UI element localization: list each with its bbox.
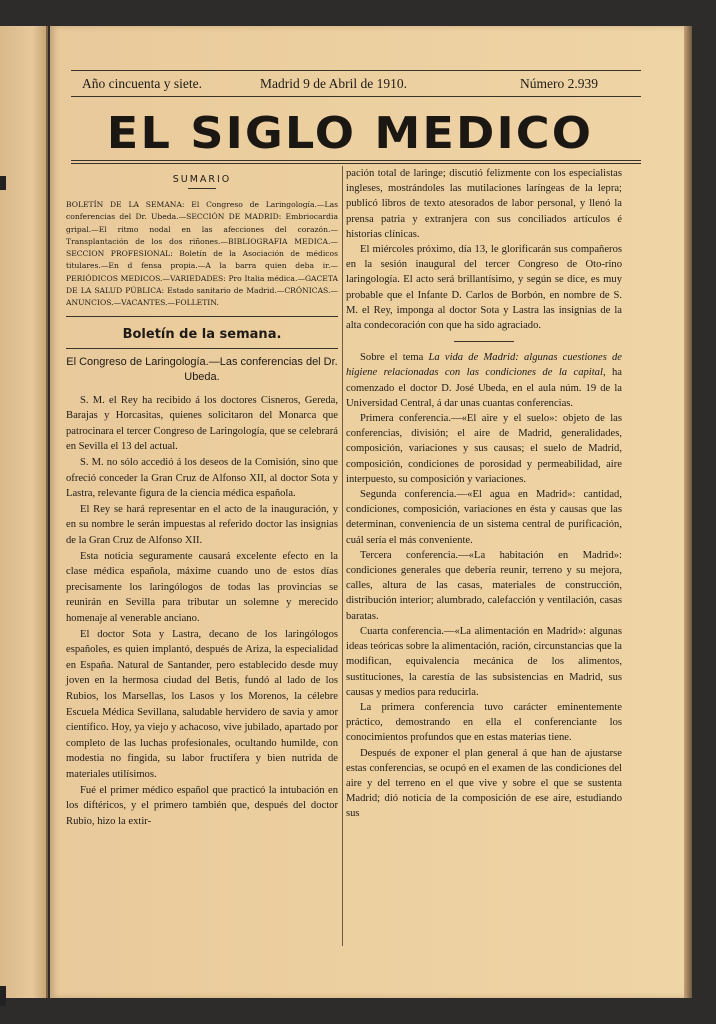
conference-paragraph: Primera conferencia.—«El aire y el suelo»: objeto de las conferencias, división; el aire de Madrid, generalidades, composición, variaciones y sus causas; el suelo de Madrid, composición, condiciones de porosidad y permeabilidad, aire interpuesto, su composición y variaciones. [346, 413, 622, 485]
intro-text: Sobre el tema [360, 352, 429, 364]
article-paragraph: pación total de laringe; discutió felizmente con los especialistas ingleses, mostrándoles las mutilaciones laríngeas de la lepra; publicó libros de texto atesorados de labor personal, y llenó la prensa patria y extranjera con sus conciliados artículos é historias clínicas. [346, 168, 622, 240]
conference-paragraph: Segunda conferencia.—«El agua en Madrid»: cantidad, condiciones, composición, variaciones en ésta y causas que las determinan, conveniencia de un sistema central de purificación, cuál sería el más conveniente. [346, 489, 622, 546]
article-paragraph: El Rey se hará representar en el acto de la inauguración, y en su nombre le serán impuestas al referido doctor las insignias de la Gran Cruz de Alfonso XII. [66, 503, 338, 547]
previous-page-edge [0, 26, 48, 998]
left-column [66, 166, 338, 829]
edge-mark [0, 176, 6, 190]
boletin-heading: Boletín de la semana. [122, 326, 282, 342]
article-separator [454, 341, 514, 342]
edge-mark [0, 986, 6, 1006]
masthead-title: EL SIGLO MEDICO [106, 108, 594, 159]
header-top-rule [71, 70, 641, 71]
article-paragraph: El doctor Sota y Lastra, decano de los laringólogos españoles, es quien implantó, después de Ariza, la especialidad en España. Natural de Santander, pero establecido desde muy joven en la hermosa ciudad del Betis, fundó al lado de los Rubios, los Marsellas, los Lasos y los Morenos, la célebre Escuela Médica Sevillana, saludable hervidero de savia y amor científico. Hoy, ya viejo y achacoso, vive jubilado, apartado por completo de las luchas profesionales, ocultando humilde, con modestia no fingida, su labor fructífera y bien nutrida de materiales utilísimos. [66, 628, 338, 780]
conference-paragraph: Tercera conferencia.—«La habitación en Madrid»: condiciones generales que debería reunir, terreno y su mejora, calles, altura de las casas, materiales de construcción, distribución interior; alumbrado, calefacción y ventilación, casas baratas. [346, 549, 622, 622]
page-edge [684, 26, 692, 998]
sumario-rule [188, 188, 216, 189]
right-column [346, 166, 622, 822]
conference-theme: La vida de Madrid: algunas cuestiones de higiene relacionadas con las condiciones de la capital [346, 352, 622, 379]
article-title: El Congreso de Laringología.—Las conferencias del Dr. Ubeda. [66, 355, 338, 383]
sumario-text: BOLETÍN DE LA SEMANA: El Congreso de Laringología.—Las conferencias del Dr. Ubeda.—SECCIÓN DE MADRID: Embriocardia gripal.—El ritmo nodal en las afecciones del corazón.—Transplantación de los dos riñones.—BIBLIOGRAFIA MEDICA.—SECCION PROFESIONAL: Boletín de la Asociación de médicos titulares.—En d fensa propia.—A la barra quien deba ir.—PERIÓDICOS MEDICOS.—VARIEDADES: Pro Italia médica.—GACETA DE LA SALUD PÚBLICA: Estado sanitario de Madrid.—CRÓNICAS.—ANUNCIOS.—VACANTES.—FOLLETIN. [66, 200, 338, 308]
article-paragraph: El miércoles próximo, día 13, le glorificarán sus compañeros en la sesión inaugural del tercer Congreso de Oto-rino laringología. El acto será brillantísimo, y según se dice, es muy probable que el Infante D. Carlos de Borbón, en nombre de S. M. el Rey, imponga al doctor Sota y Lastra las insignias de la alta condecoración con que ha sido agraciado. [346, 244, 622, 332]
intro-text: , ha comenzado el doctor D. José Ubeda, en el aula núm. 19 de la Universidad Central, á dar unas cuantas conferencias. [346, 367, 622, 409]
article-paragraph: Fué el primer médico español que practicó la intubación en los diftéricos, y el primero también que, después del doctor Rubio, hizo la extir- [66, 784, 338, 827]
header-year: Año cincuenta y siete. [82, 76, 202, 91]
masthead-rule-2 [71, 163, 641, 164]
conference-paragraph: Cuarta conferencia.—«La alimentación en Madrid»: algunas ideas teóricas sobre la alimentación, ración, circunstancias que la modifican, equivalencia mecánica de los alimentos, sustituciones, la carestía de las subsistencias en Madrid, sus causas y medios para reducirla. [346, 625, 622, 698]
section-rule [66, 316, 338, 317]
conference-paragraph: Después de exponer el plan general á que han de ajustarse estas conferencias, se ocupó en el examen de las condiciones del aire y del terreno en el que vive y sobre el que se sustenta Madrid; dió noticia de la composición de ese aire, estudiando sus [346, 747, 622, 820]
sumario-title: SUMARIO [172, 174, 232, 185]
masthead-rule [71, 160, 641, 161]
article-paragraph: S. M. el Rey ha recibido á los doctores Cisneros, Gereda, Barajas y Horcasitas, quienes solicitaron del Monarca que patrocinara el tercer Congreso de Laringología, que se celebrará en Sevilla el 13 del actual. [66, 394, 338, 453]
conference-intro [346, 350, 622, 411]
article-paragraph: Esta noticia seguramente causará excelente efecto en la clase médica española, máxime cuando uno de estos días precisamente los laringólogos de todas las provincias se reunirán en Sevilla para tributar un solemne y merecido homenaje al venerable anciano. [66, 550, 338, 624]
header-number: Número 2.939 [520, 76, 598, 91]
article-paragraph: S. M. no sólo accedió á los deseos de la Comisión, sino que ofreció conceder la Gran Cruz de Alfonso XII, al doctor Sota y Lastra, relevante figura de la ciencia médica española. [66, 457, 338, 500]
header-date: Madrid 9 de Abril de 1910. [260, 76, 407, 91]
conference-paragraph: La primera conferencia tuvo carácter eminentemente práctico, demostrando en ella el conferenciante los conocimientos profundos que en estas materias tiene. [346, 701, 622, 744]
column-divider [342, 166, 343, 946]
header-bottom-rule [71, 96, 641, 97]
newspaper-page [50, 26, 686, 998]
section-rule [66, 348, 338, 349]
